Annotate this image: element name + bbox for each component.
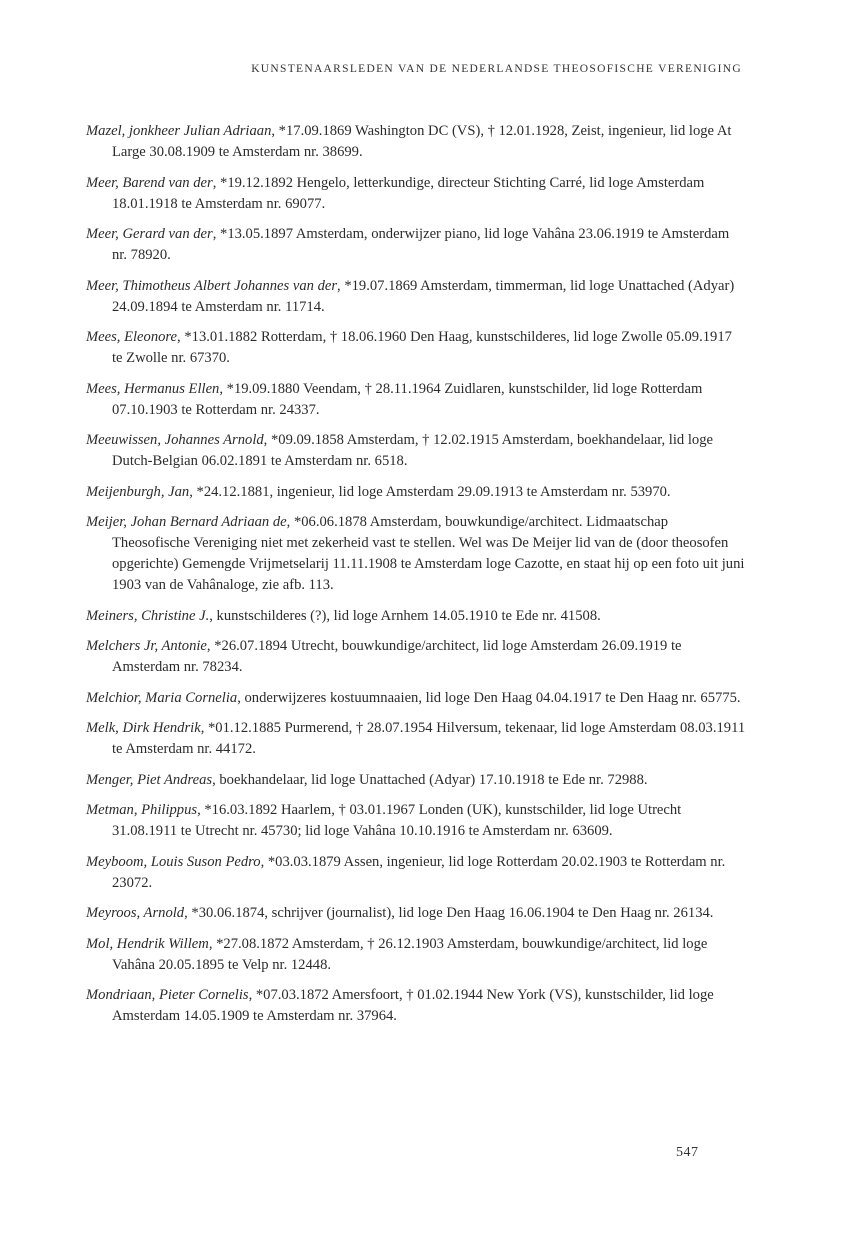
entry-name: Mondriaan, Pieter Cornelis bbox=[86, 987, 249, 1003]
entry-name: Menger, Piet Andreas bbox=[86, 771, 213, 788]
entry-6 bbox=[86, 430, 746, 472]
entry-17 bbox=[86, 934, 746, 976]
entry-text: , *19.09.1880 Veendam, † 28.11.1964 Zuidlaren, kunstschilder, lid loge Rotterdam 07.10.1903 te Rotterdam nr. 24337. bbox=[112, 380, 703, 418]
entry-text: , kunstschilderes (?), lid loge Arnhem 14.05.1910 te Ede nr. 41508. bbox=[209, 607, 601, 624]
entry-name: Meiners, Christine J. bbox=[86, 607, 210, 624]
entry-name: Melchers Jr, Antonie bbox=[86, 638, 207, 654]
entry-1 bbox=[86, 173, 746, 215]
entry-4 bbox=[86, 327, 746, 369]
entry-text: , *17.09.1869 Washington DC (VS), † 12.01.1928, Zeist, ingenieur, lid loge At Large 30.08.1909 te Amsterdam nr. 38699. bbox=[112, 123, 732, 160]
entry-text: , *03.03.1879 Assen, ingenieur, lid loge Rotterdam 20.02.1903 te Rotterdam nr. 23072. bbox=[112, 853, 726, 891]
entry-name: Meer, Thimotheus Albert Johannes van der bbox=[86, 277, 338, 294]
entry-16 bbox=[86, 903, 746, 924]
entry-name: Meyboom, Louis Suson Pedro bbox=[86, 853, 261, 870]
entry-name: Meer, Gerard van der bbox=[86, 226, 213, 242]
entry-text: , boekhandelaar, lid loge Unattached (Adyar) 17.10.1918 te Ede nr. 72988. bbox=[212, 771, 648, 788]
entry-name: Melchior, Maria Cornelia bbox=[86, 689, 238, 706]
entry-9 bbox=[86, 606, 746, 627]
entry-text: , *19.07.1869 Amsterdam, timmerman, lid loge Unattached (Adyar) 24.09.1894 te Amsterdam nr. 11714. bbox=[112, 277, 735, 315]
entry-name: Mees, Eleonore bbox=[86, 329, 178, 345]
entry-text: , *01.12.1885 Purmerend, † 28.07.1954 Hilversum, tekenaar, lid loge Amsterdam 08.03.1911 te Amsterdam nr. 44172. bbox=[112, 720, 746, 757]
entry-18 bbox=[86, 985, 746, 1027]
entry-name: Metman, Philippus bbox=[86, 802, 198, 818]
entry-text: , *24.12.1881, ingenieur, lid loge Amsterdam 29.09.1913 te Amsterdam nr. 53970. bbox=[189, 483, 671, 500]
entry-7 bbox=[86, 482, 746, 503]
entry-text: , *09.09.1858 Amsterdam, † 12.02.1915 Amsterdam, boekhandelaar, lid loge Dutch-Belgian 06.02.1891 te Amsterdam nr. 6518. bbox=[112, 432, 713, 469]
entry-5 bbox=[86, 379, 746, 421]
entry-text: , *30.06.1874, schrijver (journalist), lid loge Den Haag 16.06.1904 te Den Haag nr. 26134. bbox=[184, 905, 714, 921]
entry-text: , *19.12.1892 Hengelo, letterkundige, directeur Stichting Carré, lid loge Amsterdam 18.01.1918 te Amsterdam nr. 69077. bbox=[112, 174, 705, 212]
entry-name: Mol, Hendrik Willem bbox=[86, 935, 209, 952]
page-number: 547 bbox=[676, 1145, 699, 1160]
entry-name: Meijenburgh, Jan bbox=[86, 483, 190, 500]
entry-8 bbox=[86, 512, 746, 596]
entry-name: Meeuwissen, Johannes Arnold bbox=[86, 432, 264, 448]
entry-name: Melk, Dirk Hendrik bbox=[86, 720, 201, 736]
entry-text: , *27.08.1872 Amsterdam, † 26.12.1903 Amsterdam, bouwkundige/architect, lid loge Vahâna 20.05.1895 te Velp nr. 12448. bbox=[112, 935, 708, 973]
entry-name: Meijer, Johan Bernard Adriaan de bbox=[86, 514, 287, 530]
entry-text: , *26.07.1894 Utrecht, bouwkundige/architect, lid loge Amsterdam 26.09.1919 te Amsterdam nr. 78234. bbox=[112, 638, 682, 675]
entry-15 bbox=[86, 852, 746, 894]
entry-name: Meer, Barend van der bbox=[86, 174, 213, 191]
running-header: KUNSTENAARSLEDEN VAN DE NEDERLANDSE THEOSOFISCHE VERENIGING bbox=[251, 63, 742, 75]
entry-11 bbox=[86, 688, 746, 709]
entry-12 bbox=[86, 718, 746, 760]
entry-text: , onderwijzeres kostuumnaaien, lid loge Den Haag 04.04.1917 te Den Haag nr. 65775. bbox=[237, 689, 741, 706]
entry-14 bbox=[86, 800, 746, 842]
entry-text: , *06.06.1878 Amsterdam, bouwkundige/architect. Lidmaatschap Theosofische Vereniging niet met zekerheid vast te stellen. Wel was De Meijer lid van de (door theosofen opgerichte) Gemengde Vrijmetselarij 11.11.1908 te Amsterdam loge Cazotte, en staat hij op een foto uit juni 1903 van de Vahânaloge, zie afb. 113. bbox=[112, 514, 745, 593]
entry-text: , *07.03.1872 Amersfoort, † 01.02.1944 New York (VS), kunstschilder, lid loge Amsterdam 14.05.1909 te Amsterdam nr. 37964. bbox=[112, 987, 714, 1024]
entry-13 bbox=[86, 770, 746, 791]
entry-10 bbox=[86, 636, 746, 678]
entry-list bbox=[86, 121, 746, 1037]
entry-name: Mees, Hermanus Ellen bbox=[86, 380, 220, 397]
entry-text: , *16.03.1892 Haarlem, † 03.01.1967 Londen (UK), kunstschilder, lid loge Utrecht 31.08.1911 te Utrecht nr. 45730; lid loge Vahâna 10.10.1916 te Amsterdam nr. 63609. bbox=[112, 802, 682, 839]
entry-2 bbox=[86, 224, 746, 266]
entry-3 bbox=[86, 276, 746, 318]
entry-name: Mazel, jonkheer Julian Adriaan bbox=[86, 123, 272, 139]
entry-text: , *13.05.1897 Amsterdam, onderwijzer piano, lid loge Vahâna 23.06.1919 te Amsterdam nr. 78920. bbox=[112, 226, 730, 263]
entry-0 bbox=[86, 121, 746, 163]
entry-text: , *13.01.1882 Rotterdam, † 18.06.1960 Den Haag, kunstschilderes, lid loge Zwolle 05.09.1917 te Zwolle nr. 67370. bbox=[112, 329, 732, 366]
entry-name: Meyroos, Arnold bbox=[86, 905, 185, 921]
